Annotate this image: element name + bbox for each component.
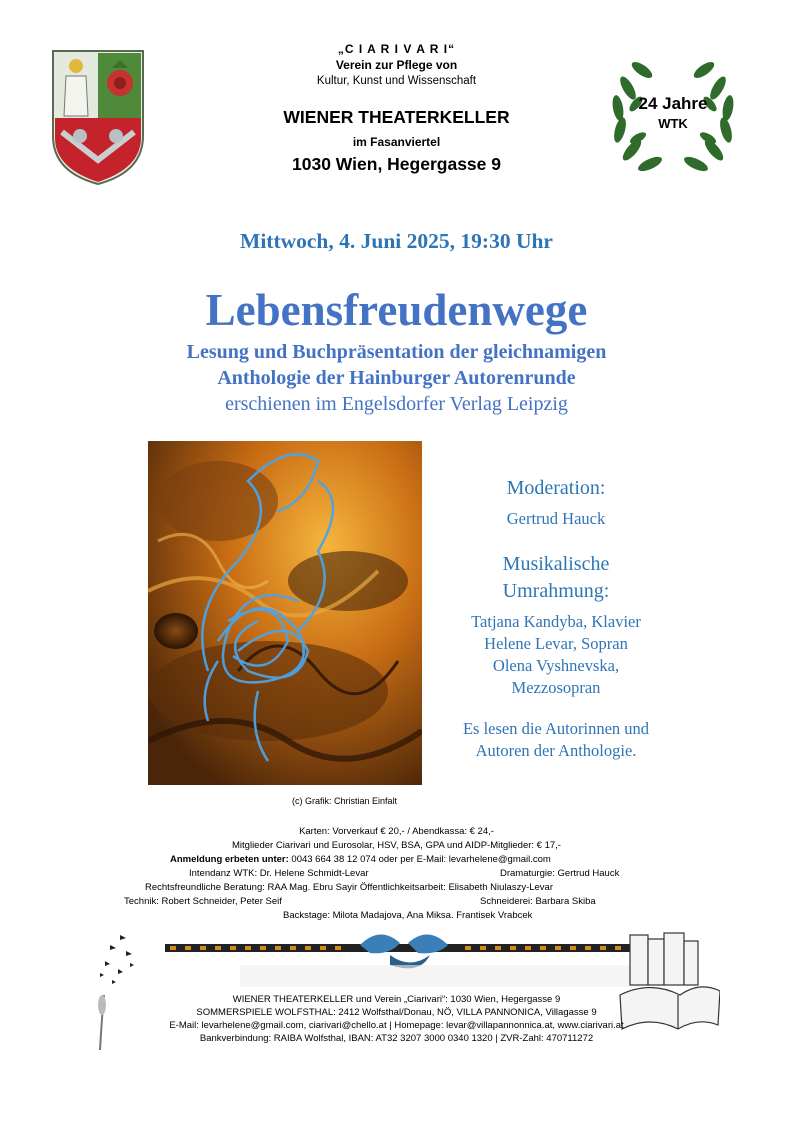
anniversary-years: 24 Jahre xyxy=(638,94,708,113)
footer-line-3: E-Mail: levarhelene@gmail.com, ciarivari@chello.at | Homepage: levar@villapannonnica.at, www.ciarivari.at xyxy=(169,1020,624,1031)
music-label-line2: Umrahmung: xyxy=(502,580,610,602)
event-subtitle-line1: Lesung und Buchpräsentation der gleichnamigen xyxy=(186,341,607,363)
event-publisher: erschienen im Engelsdorfer Verlag Leipzig xyxy=(225,393,568,415)
org-description-line1: Verein zur Pflege von xyxy=(335,58,458,72)
event-date-time: Mittwoch, 4. Juni 2025, 19:30 Uhr xyxy=(240,229,553,253)
artwork-credit: (c) Grafik: Christian Einfalt xyxy=(292,796,398,806)
moderator-name: Gertrud Hauck xyxy=(506,509,606,528)
org-description-line2: Kultur, Kunst und Wissenschaft xyxy=(316,75,477,87)
moderation-label: Moderation: xyxy=(506,477,606,499)
member-prices: Mitglieder Ciarivari und Eurosolar, HSV, BSA, GPA und AIDP-Mitglieder: € 17,- xyxy=(232,840,561,851)
readers-line2: Autoren der Anthologie. xyxy=(475,741,637,760)
org-name: „C I A R I V A R I“ xyxy=(337,42,456,56)
artwork-image xyxy=(148,441,422,785)
venue-name: WIENER THEATERKELLER xyxy=(283,107,510,127)
musician-item: Olena Vyshnevska, xyxy=(492,656,620,675)
readers-line1: Es lesen die Autorinnen und xyxy=(462,719,650,738)
coat-of-arms-emblem xyxy=(50,48,146,186)
tech-credit: Technik: Robert Schneider, Peter Seif xyxy=(124,896,282,907)
dramaturgy-credit: Dramaturgie: Gertrud Hauck xyxy=(500,868,620,879)
event-title: Lebensfreudenwege xyxy=(205,285,588,335)
event-subtitle-line2: Anthologie der Hainburger Autorenrunde xyxy=(217,367,576,389)
music-label-line1: Musikalische xyxy=(502,553,610,575)
intendant-credit: Intendanz WTK: Dr. Helene Schmidt-Levar xyxy=(189,868,369,879)
legal-pr-credit: Rechtsfreundliche Beratung: RAA Mag. Ebru Sayir Öffentlichkeitsarbeit: Elisabeth Niulaszy-Levar xyxy=(145,882,553,893)
footer-line-2: SOMMERSPIELE WOLFSTHAL: 2412 Wolfsthal/Donau, NÖ, VILLA PANNONICA, Villagasse 9 xyxy=(196,1007,597,1018)
musician-item: Helene Levar, Sopran xyxy=(484,634,628,653)
laurel-wreath-badge xyxy=(598,48,748,176)
tailoring-credit: Schneiderei: Barbara Skiba xyxy=(480,896,596,907)
backstage-credit: Backstage: Milota Madajova, Ana Miksa. Frantisek Vrabcek xyxy=(283,910,533,921)
registration-info xyxy=(170,853,551,866)
musician-item: Tatjana Kandyba, Klavier xyxy=(471,612,641,631)
venue-district: im Fasanviertel xyxy=(352,135,441,149)
registration-contact: 0043 664 38 12 074 oder per E-Mail: levarhelene@gmail.com xyxy=(291,854,551,865)
registration-label: Anmeldung erbeten unter: xyxy=(170,854,289,865)
footer-line-1: WIENER THEATERKELLER und Verein „Ciarivari“: 1030 Wien, Hegergasse 9 xyxy=(232,994,561,1005)
musician-item: Mezzosopran xyxy=(511,678,601,697)
venue-address: 1030 Wien, Hegergasse 9 xyxy=(292,154,501,174)
ticket-prices: Karten: Vorverkauf € 20,- / Abendkassa: € 24,- xyxy=(299,826,494,837)
footer-line-4: Bankverbindung: RAIBA Wolfsthal, IBAN: AT32 3207 3000 0340 1320 | ZVR-Zahl: 470711272 xyxy=(199,1033,594,1044)
anniversary-wtk: WTK xyxy=(658,116,688,131)
